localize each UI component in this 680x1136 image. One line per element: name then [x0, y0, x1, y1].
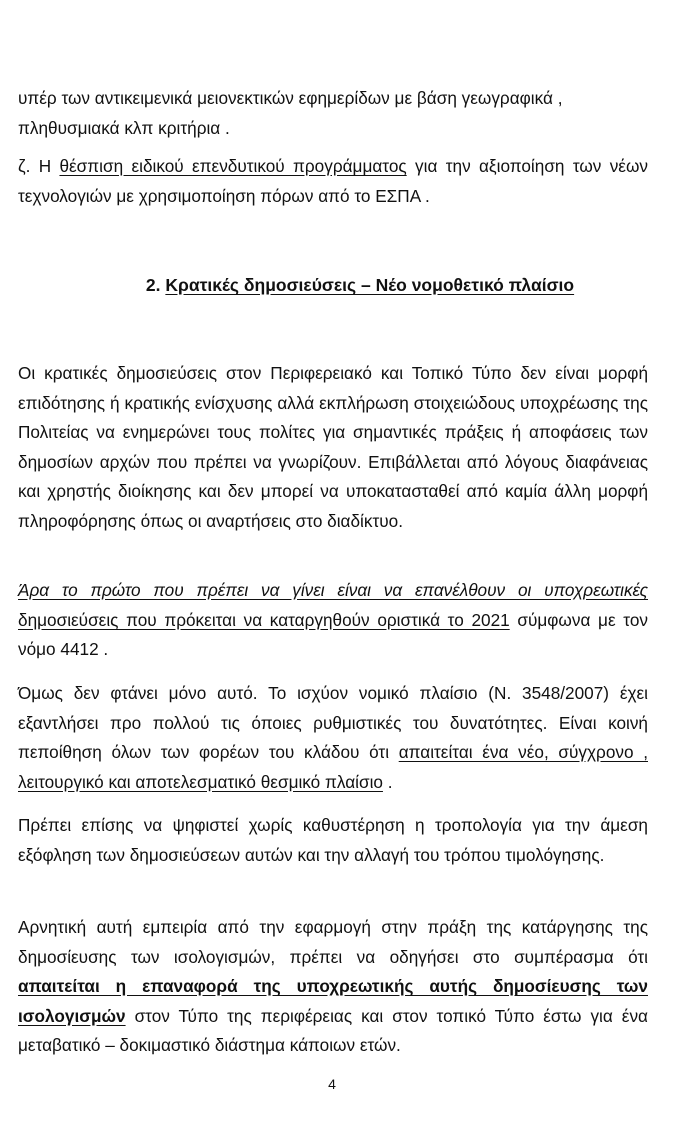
paragraph-restore-publications	[18, 576, 648, 665]
p2-underlined: δημοσιεύσεις που πρόκειται να καταργηθούν οριστικά το 2021	[18, 609, 510, 630]
paragraph-1-text: Οι κρατικές δημοσιεύσεις στον Περιφερειακό και Τοπικό Τύπο δεν είναι μορφή επιδότησης ή κρατικής ενίσχυσης αλλά εκπλήρωση στοιχειώδους υποχρέωσης της Πολιτείας να ενημερώνει τους πολίτες για σημαντικές πράξεις ή αποφάσεις των δημοσίων αρχών που πρέπει να γνωρίζουν. Επιβάλλεται από λόγους διαφάνειας και χρηστής διοίκησης και δεν μπορεί να υποκατασταθεί από καμία άλλη μορφή πληροφόρησης όπως οι αναρτήσεις στο διαδίκτυο.	[18, 363, 648, 531]
section-number: 2.	[145, 275, 161, 295]
zeta-prefix: ζ. Η	[18, 156, 60, 176]
continuation-line-2: πληθυσμιακά κλπ κριτήρια .	[18, 117, 230, 138]
p3-underlined: απαιτείται ένα νέο, σύγχρονο , λειτουργικό και αποτελεσματικό θεσμικό πλαίσιο	[18, 742, 648, 792]
paragraph-balance-sheets	[18, 913, 648, 1061]
paragraph-state-publications	[18, 359, 648, 536]
paragraph-amendment	[18, 811, 648, 870]
p3-text: Όμως δεν φτάνει μόνο αυτό. Το ισχύον νομικό πλαίσιο (Ν. 3548/2007) έχει εξαντλήσει προ πολλού τις όποιες ρυθμιστικές του δυνατότητες. Είναι κοινή πεποίθηση όλων των φορέων του κλάδου ότι	[18, 683, 648, 762]
zeta-underlined-text: θέσπιση ειδικού επενδυτικού προγράμματος	[59, 156, 407, 176]
p2-underlined-italic: Άρα το πρώτο που πρέπει να γίνει είναι να επανέλθουν οι υποχρεωτικές	[18, 580, 648, 600]
paragraph-item-zeta	[18, 152, 648, 211]
page-number: 4	[328, 1076, 336, 1092]
section-heading	[0, 270, 680, 300]
continuation-line-1: υπέρ των αντικειμενικά μειονεκτικών εφημερίδων με βάση γεωγραφικά ,	[18, 88, 563, 108]
p4-text: Πρέπει επίσης να ψηφιστεί χωρίς καθυστέρηση η τροπολογία για την άμεση εξόφληση των δημοσιεύσεων αυτών και την αλλαγή του τρόπου τιμολόγησης.	[18, 815, 648, 865]
p2-suffix: σύμφωνα με τον νόμο 4412 .	[18, 609, 648, 659]
paragraph-continuation	[18, 84, 648, 143]
p5-bold-underlined: απαιτείται η επαναφορά της υποχρεωτικής αυτής δημοσίευσης των ισολογισμών	[18, 976, 648, 1026]
p5-text: Αρνητική αυτή εμπειρία από την εφαρμογή στην πράξη της κατάργησης της δημοσίευσης των ισολογισμών, πρέπει να οδηγήσει στο συμπέρασμα ότι	[18, 917, 648, 967]
p3-suffix: .	[382, 771, 393, 792]
paragraph-legal-framework	[18, 679, 648, 797]
zeta-suffix: για την αξιοποίηση των νέων τεχνολογιών με χρησιμοποίηση πόρων από το ΕΣΠΑ .	[18, 156, 648, 206]
p5-suffix: στον Τύπο της περιφέρειας και στον τοπικό Τύπο έστω για ένα μεταβατικό – δοκιμαστικό διάστημα κάποιων ετών.	[18, 1005, 648, 1055]
section-title: Κρατικές δημοσιεύσεις – Νέο νομοθετικό πλαίσιο	[165, 275, 575, 295]
